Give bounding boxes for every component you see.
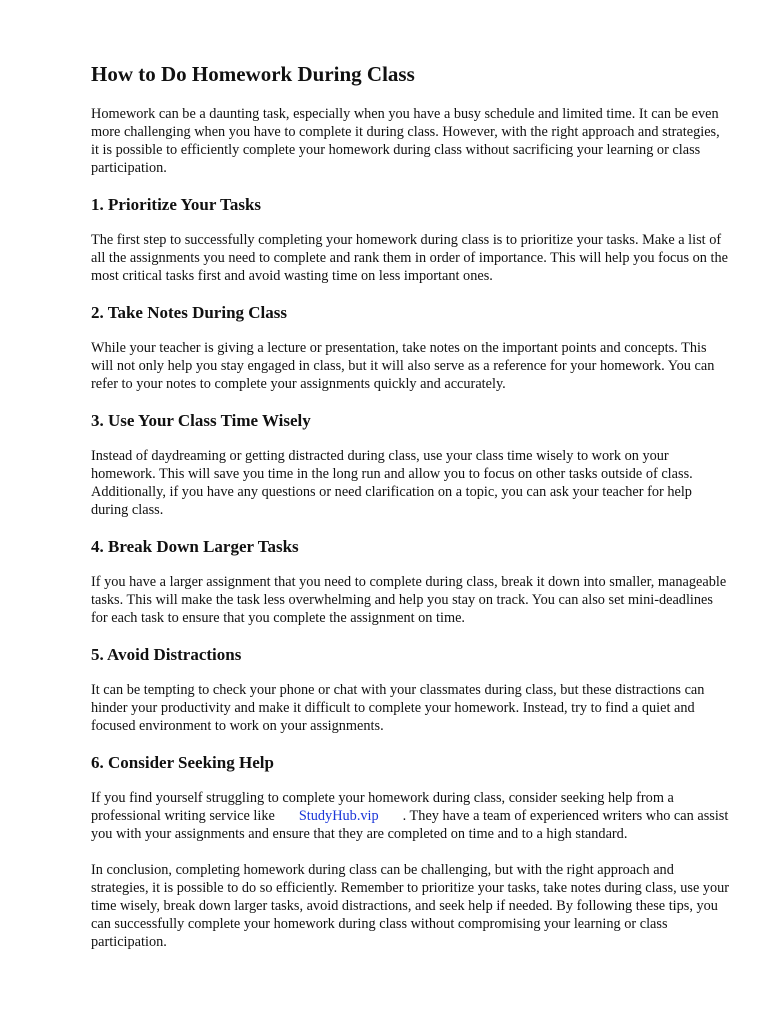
document-page: [91, 60, 731, 951]
section-heading: 1. Prioritize Your Tasks: [91, 195, 262, 214]
section-prioritize: [91, 193, 731, 285]
section-break-down: [91, 535, 731, 627]
section-body: While your teacher is giving a lecture or presentation, take notes on the important points and concepts. This will not only help you stay engaged in class, but it will also serve as a reference for your homework. You can refer to your notes to complete your assignments quickly and accurately.: [91, 340, 715, 392]
section-body: The first step to successfully completing your homework during class is to prioritize your tasks. Make a list of all the assignments you need to complete and rank them in order of importance. This will help you focus on the most critical tasks first and avoid wasting time on less important ones.: [91, 232, 728, 284]
section-heading: 5. Avoid Distractions: [91, 645, 242, 664]
studyhub-link[interactable]: StudyHub.vip: [298, 808, 379, 824]
section-heading: 2. Take Notes During Class: [91, 303, 288, 322]
section-seeking-help: [91, 751, 731, 843]
document-title: How to Do Homework During Class: [91, 62, 415, 86]
section-class-time: [91, 409, 731, 519]
intro-paragraph: Homework can be a daunting task, especially when you have a busy schedule and limited time. It can be even more challenging when you have to complete it during class. However, with the right approach and strategies, it is possible to efficiently complete your homework during class without sacrificing your learning or class participation.: [91, 106, 720, 176]
section-heading: 4. Break Down Larger Tasks: [91, 537, 299, 556]
section-body: If you have a larger assignment that you need to complete during class, break it down into smaller, manageable tasks. This will make the task less overwhelming and help you stay on track. You can also set mini-deadlines for each task to ensure that you complete the assignment on time.: [91, 574, 727, 626]
section-heading: 3. Use Your Class Time Wisely: [91, 411, 311, 430]
section-distractions: [91, 643, 731, 735]
section-body: [91, 789, 731, 843]
conclusion-paragraph: In conclusion, completing homework during class can be challenging, but with the right approach and strategies, it is possible to do so efficiently. Remember to prioritize your tasks, take notes during class, use your time wisely, break down larger tasks, avoid distractions, and seek help if needed. By following these tips, you can successfully complete your homework during class without compromising your learning or class participation.: [91, 862, 730, 950]
section-take-notes: [91, 301, 731, 393]
section-body-before-link: If you find yourself struggling to complete your homework during class, consider seeking help from a professional writing service like: [91, 790, 674, 824]
section-heading: 6. Consider Seeking Help: [91, 753, 274, 772]
section-body-after-link: . They have a team of experienced writers who can assist you with your assignments and ensure that they are completed on time and to a high standard.: [91, 808, 729, 842]
section-body: It can be tempting to check your phone or chat with your classmates during class, but these distractions can hinder your productivity and make it difficult to complete your homework. Instead, try to find a quiet and focused environment to work on your assignments.: [91, 682, 705, 734]
section-body: Instead of daydreaming or getting distracted during class, use your class time wisely to work on your homework. This will save you time in the long run and allow you to focus on other tasks outside of class. Additionally, if you have any questions or need clarification on a topic, you can ask your teacher for help during class.: [91, 448, 693, 518]
